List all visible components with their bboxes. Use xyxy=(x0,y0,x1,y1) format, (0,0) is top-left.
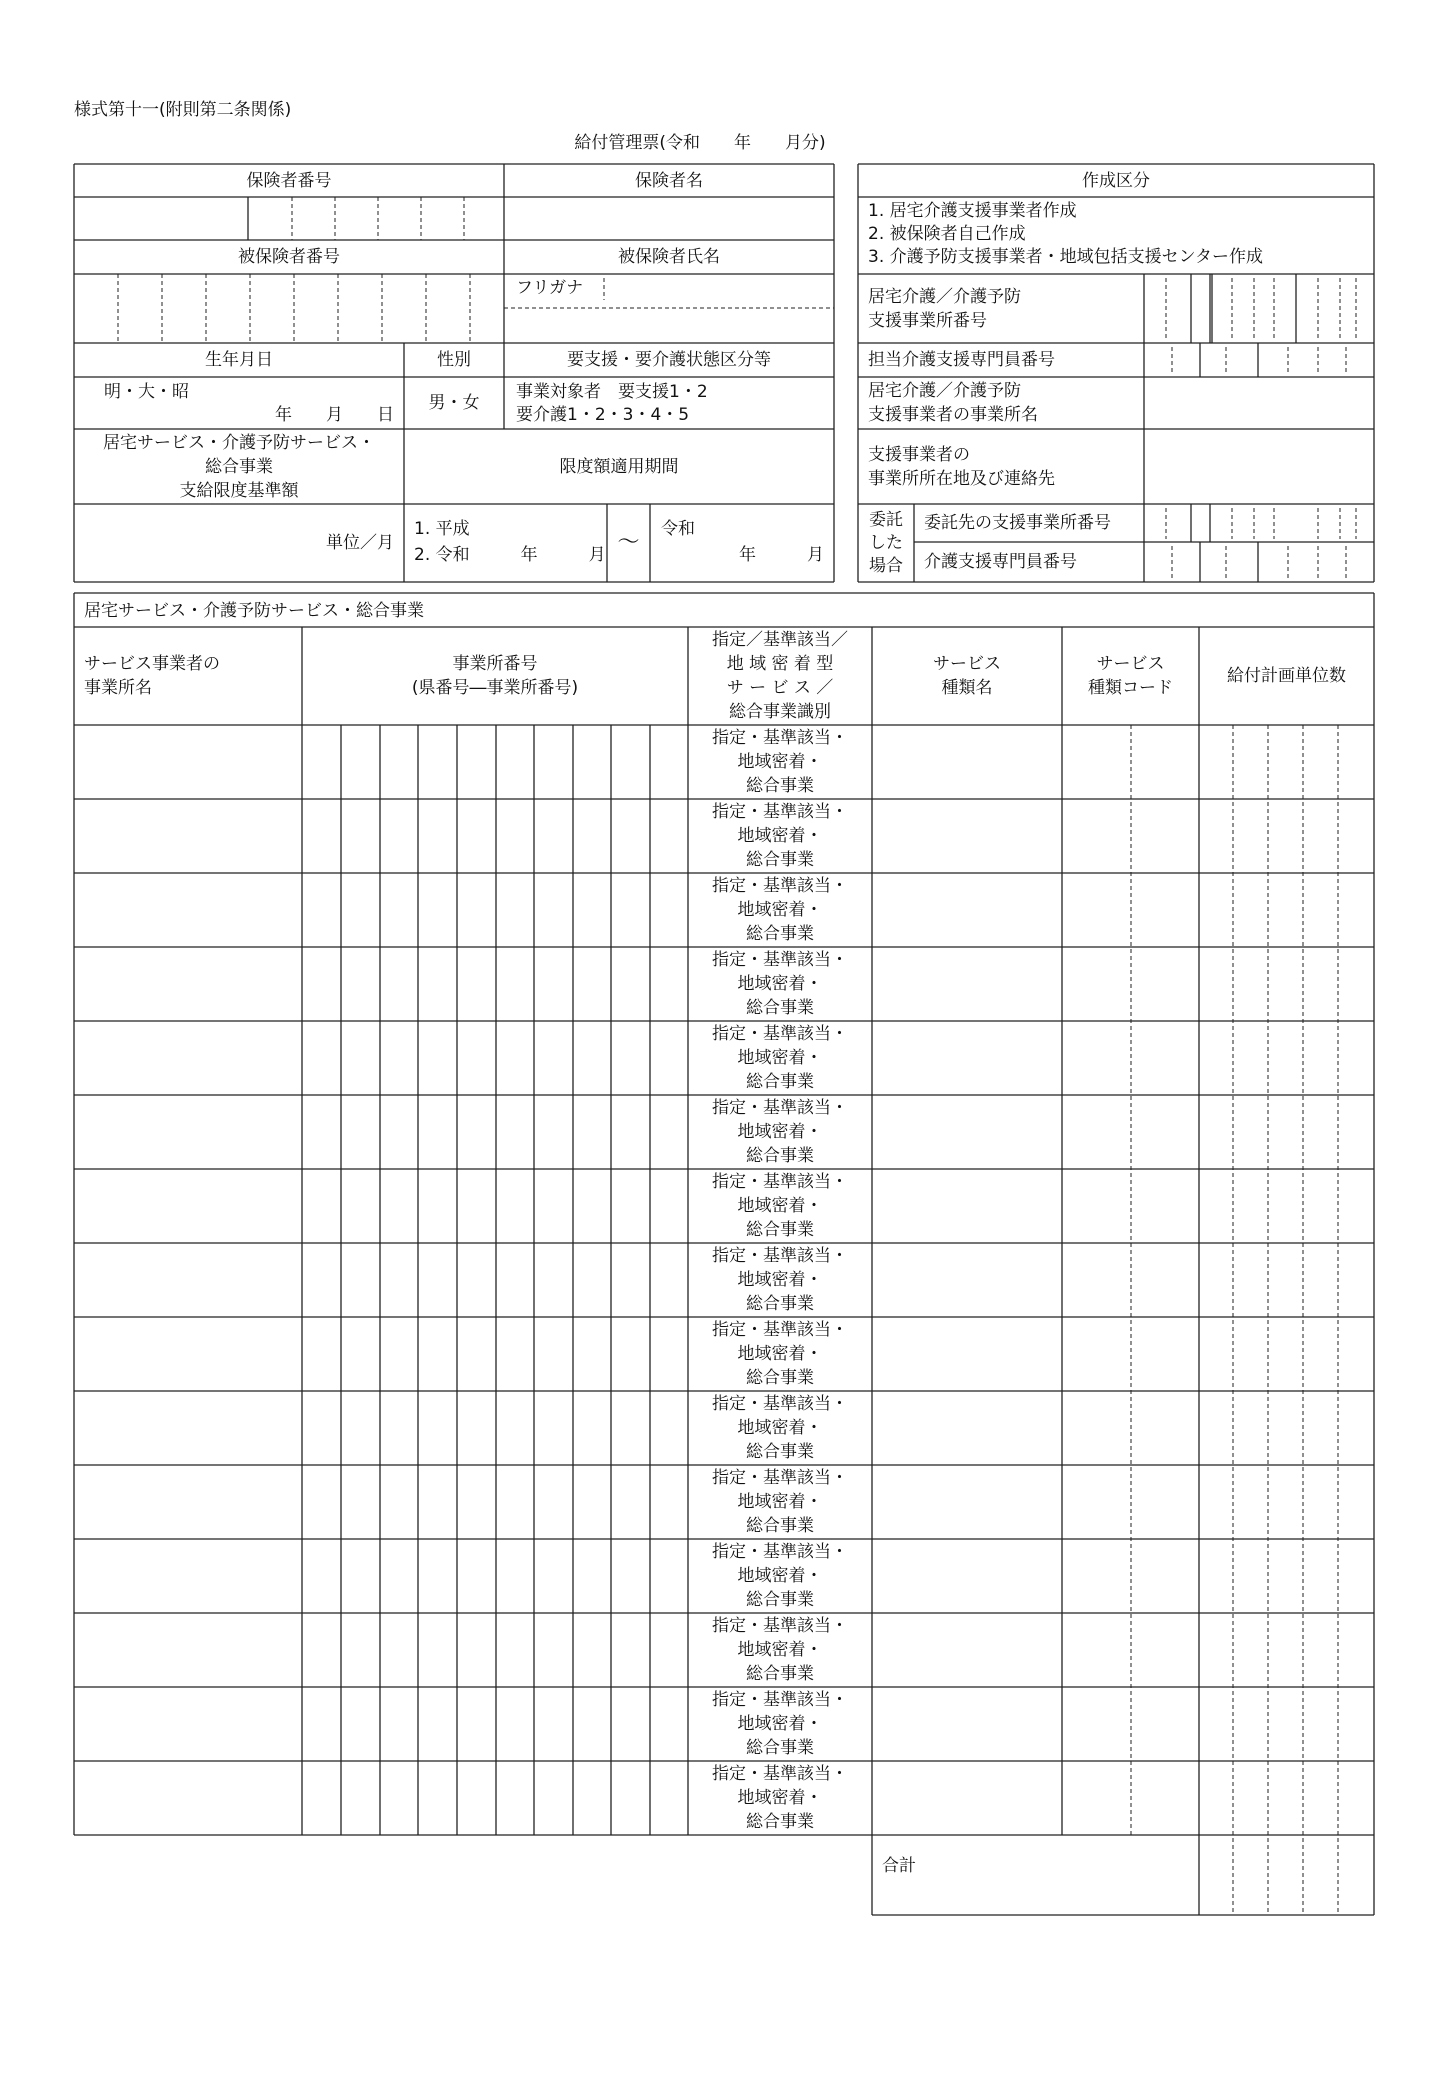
row-category-options: 指定・基準該当・ 地域密着・ 総合事業 xyxy=(712,728,848,796)
office-number-label: 居宅介護／介護予防 支援事業所番号 xyxy=(868,286,1021,331)
insurer-name-label: 保険者名 xyxy=(635,170,703,191)
col-service-type-header: サービス 種類名 xyxy=(933,654,1001,698)
row-category-options: 指定・基準該当・ 地域密着・ 総合事業 xyxy=(712,1172,848,1240)
era-options: 明・大・昭 xyxy=(104,382,189,402)
period-to-units: 年 月 xyxy=(739,545,824,565)
row-category-options: 指定・基準該当・ 地域密着・ 総合事業 xyxy=(712,876,848,944)
period-tilde: ～ xyxy=(617,530,640,555)
creation-section-label: 作成区分 xyxy=(1082,170,1150,191)
period-from-line1: 1. 平成 xyxy=(414,519,470,539)
col-service-code-header: サービス 種類コード xyxy=(1088,654,1173,698)
row-category-options: 指定・基準該当・ 地域密着・ 総合事業 xyxy=(712,1690,848,1758)
form-id: 様式第十一(附則第二条関係) xyxy=(74,100,292,120)
row-category-options: 指定・基準該当・ 地域密着・ 総合事業 xyxy=(712,1024,848,1092)
row-category-options: 指定・基準該当・ 地域密着・ 総合事業 xyxy=(712,1320,848,1388)
care-level-line2: 要介護1・2・3・4・5 xyxy=(516,405,690,425)
insured-name-label: 被保険者氏名 xyxy=(618,247,720,267)
row-category-options: 指定・基準該当・ 地域密着・ 総合事業 xyxy=(712,1468,848,1536)
row-category-options: 指定・基準該当・ 地域密着・ 総合事業 xyxy=(712,1616,848,1684)
specialist-number-label: 担当介護支援専門員番号 xyxy=(868,350,1055,370)
period-to-era: 令和 xyxy=(661,519,695,539)
gender-options: 男・女 xyxy=(428,393,480,413)
row-category-options: 指定・基準該当・ 地域密着・ 総合事業 xyxy=(712,1764,848,1832)
gender-label: 性別 xyxy=(437,350,471,370)
insurer-number-label: 保険者番号 xyxy=(246,170,332,191)
row-category-options: 指定・基準該当・ 地域密着・ 総合事業 xyxy=(712,950,848,1018)
consigned-label: 委託 した 場合 xyxy=(869,509,903,576)
creation-option-3: 3. 介護予防支援事業者・地域包括支援センター作成 xyxy=(868,247,1263,267)
total-label: 合計 xyxy=(882,1856,916,1876)
creation-option-2: 2. 被保険者自己作成 xyxy=(868,224,1026,244)
services-section-label: 居宅サービス・介護予防サービス・総合事業 xyxy=(84,601,424,621)
limit-period-label: 限度額適用期間 xyxy=(559,456,679,477)
care-level-label: 要支援・要介護状態区分等 xyxy=(567,350,771,370)
col-category-header: 指定／基準該当／ 地 域 密 着 型 サ ー ビ ス ／ 総合事業識別 xyxy=(712,630,848,722)
birthdate-units: 年 月 日 xyxy=(275,405,394,425)
furigana-label: フリガナ xyxy=(516,278,584,298)
limit-amount-label: 居宅サービス・介護予防サービス・ 総合事業 支給限度基準額 xyxy=(103,432,375,501)
row-category-options: 指定・基準該当・ 地域密着・ 総合事業 xyxy=(712,1246,848,1314)
form-title: 給付管理票(令和 年 月分) xyxy=(574,133,826,153)
row-category-options: 指定・基準該当・ 地域密着・ 総合事業 xyxy=(712,1542,848,1610)
care-level-line1: 事業対象者 要支援1・2 xyxy=(516,382,708,402)
office-name-label: 居宅介護／介護予防 支援事業者の事業所名 xyxy=(868,381,1038,425)
row-category-options: 指定・基準該当・ 地域密着・ 総合事業 xyxy=(712,802,848,870)
insured-number-label: 被保険者番号 xyxy=(238,247,340,267)
row-category-options: 指定・基準該当・ 地域密着・ 総合事業 xyxy=(712,1098,848,1166)
col-office-number-header: 事業所番号 (県番号―事業所番号) xyxy=(411,654,579,698)
period-from-line2: 2. 令和 年 月 xyxy=(414,545,606,565)
creation-option-1: 1. 居宅介護支援事業者作成 xyxy=(868,201,1077,221)
consigned-specialist-label: 介護支援専門員番号 xyxy=(924,552,1077,572)
consigned-office-label: 委託先の支援事業所番号 xyxy=(924,513,1111,533)
contact-label: 支援事業者の 事業所所在地及び連絡先 xyxy=(868,444,1055,489)
row-category-options: 指定・基準該当・ 地域密着・ 総合事業 xyxy=(712,1394,848,1462)
col-provider-header: サービス事業者の 事業所名 xyxy=(84,654,220,698)
birthdate-label: 生年月日 xyxy=(205,350,273,370)
unit-per-month-label: 単位／月 xyxy=(326,533,394,553)
col-units-header: 給付計画単位数 xyxy=(1227,666,1346,686)
